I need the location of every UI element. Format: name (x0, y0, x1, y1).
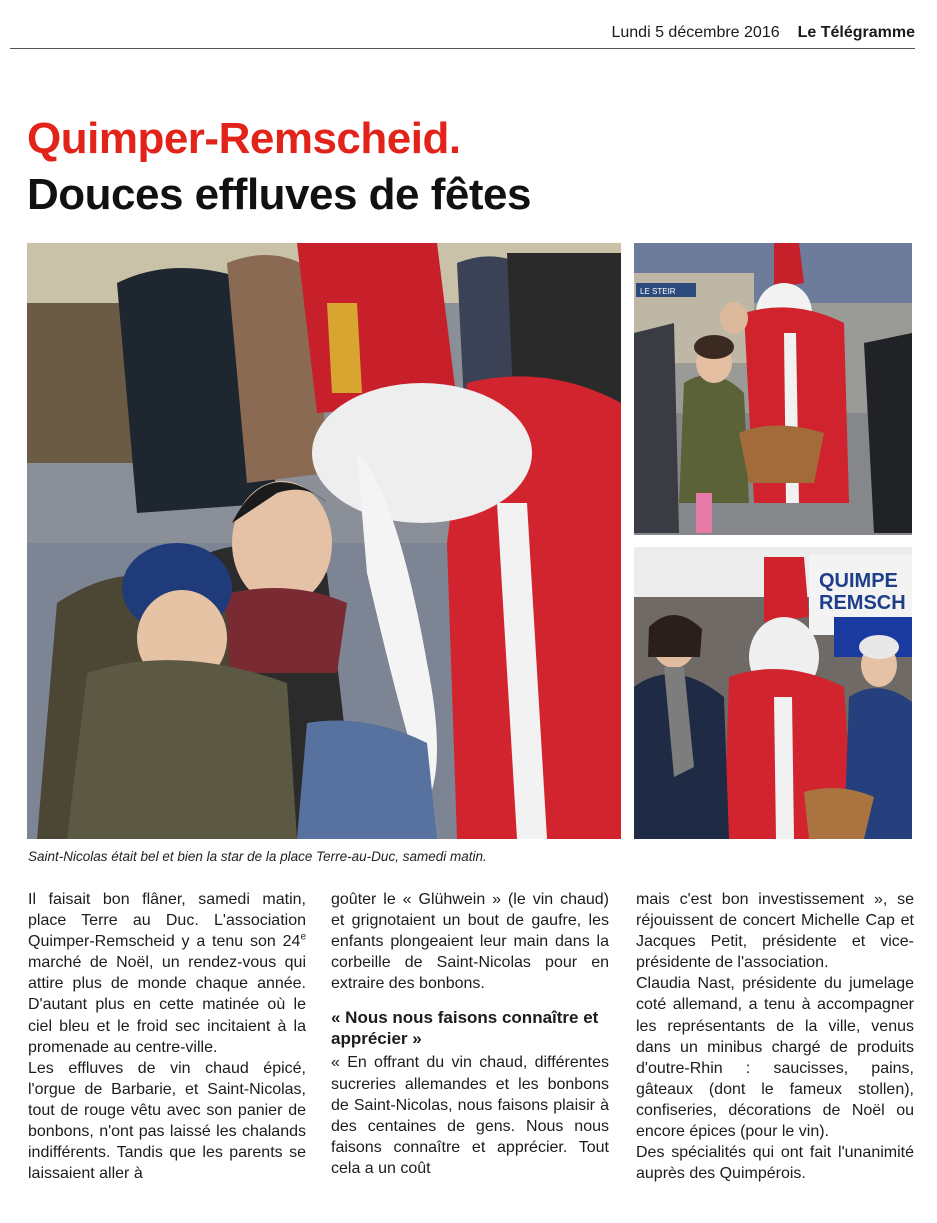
article-column-1 (28, 889, 306, 1184)
main-photo-saint-nicolas (27, 243, 621, 839)
article-headline: Douces effluves de fêtes (27, 170, 531, 219)
paragraph: Claudia Nast, présidente du jumelage coté allemand, a tenu à accompagner les représentants de la ville, venus dans un minibus chargé de produits d'outre-Rhin : saucisses, pains, gâteaux (dont le fameux stollen), confiseries, décorations de Noël ou encore épices (pour le vin). (636, 975, 914, 1141)
shop-sign: LE STEIR (640, 287, 676, 296)
photo-child-and-saint-nicolas (634, 243, 912, 535)
paragraph: « En offrant du vin chaud, différentes sucreries allemandes et les bonbons de Saint-Nicolas, nous faisons plaisir à des centaines de gens. Nous nous faisons connaître et apprécier. Tout cela a un coût (331, 1054, 609, 1177)
page-header (10, 18, 915, 49)
paragraph: goûter le « Glühwein » (le vin chaud) et grignotaient un bout de gaufre, les enfants plongeaient leur main dans la corbeille de Saint-Nicolas pour en extraire des bonbons. (331, 891, 609, 993)
banner-text-2: REMSCH (819, 592, 906, 614)
paragraph: Des spécialités qui ont fait l'unanimité auprès des Quimpérois. (636, 1144, 914, 1183)
paragraph: mais c'est bon investissement », se réjouissent de concert Michelle Cap et Jacques Petit, présidente et vice-présidente de l'association. (636, 891, 914, 972)
article-column-3 (636, 889, 914, 1184)
paragraph (28, 889, 306, 1058)
paragraph: Les effluves de vin chaud épicé, l'orgue de Barbarie, et Saint-Nicolas, tout de rouge vêtu avec son panier de bonbons, n'ont pas laissé les chalands indifférents. Tandis que les parents se laissaient aller à (28, 1059, 306, 1183)
photo-saint-nicolas-with-hosts (634, 547, 912, 839)
text-run: Il faisait bon flâner, samedi matin, place Terre au Duc. L'association Quimper-Remscheid y a tenu son 24 (28, 891, 306, 951)
banner-text-1: QUIMPE (819, 570, 898, 592)
text-run: marché de Noël, un rendez-vous qui attire plus de monde chaque année. D'autant plus en cette matinée où le ciel bleu et le froid sec incitaient à la promenade au centre-ville. (28, 954, 306, 1056)
article-subheading: « Nous nous faisons connaître et apprécier » (331, 1008, 599, 1049)
photo-caption: Saint-Nicolas était bel et bien la star de la place Terre-au-Duc, samedi matin. (28, 849, 487, 864)
article-column-2 (331, 889, 609, 1179)
newspaper-name: Le Télégramme (797, 24, 915, 41)
article-kicker: Quimper-Remscheid. (27, 114, 461, 163)
issue-date: Lundi 5 décembre 2016 (611, 24, 780, 41)
ordinal-suffix: e (300, 931, 306, 943)
